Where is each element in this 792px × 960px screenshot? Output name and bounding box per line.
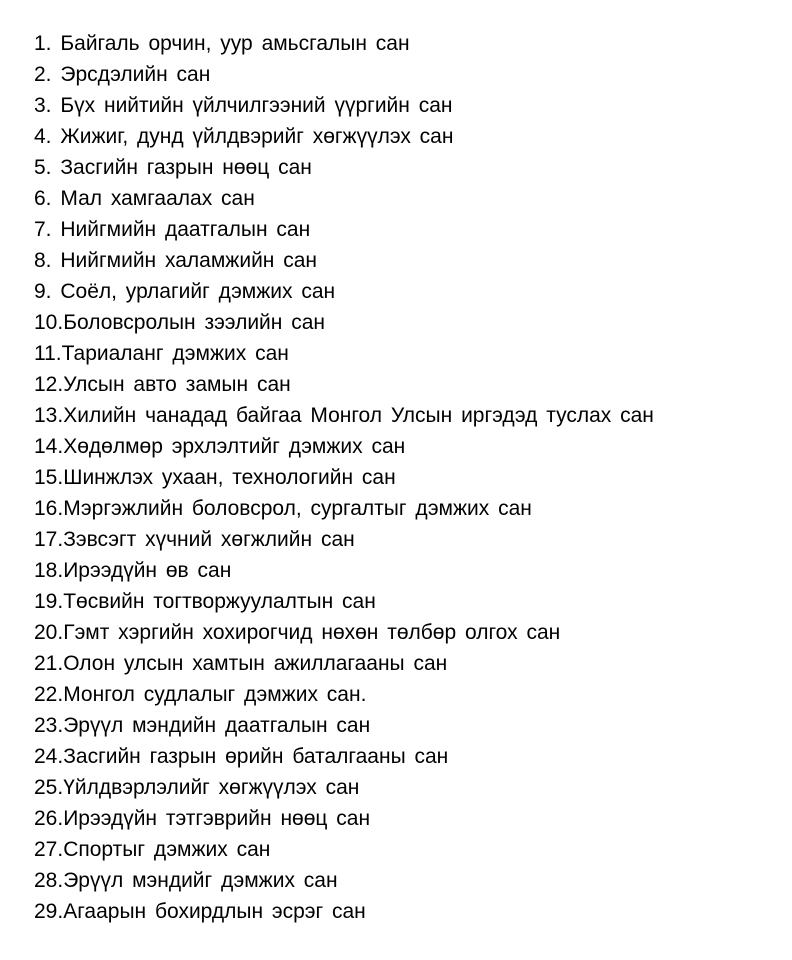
list-item-number: 15. [34,466,64,489]
list-item [34,276,654,307]
list-item-text: Мал хамгаалах сан [60,187,255,210]
list-item-number: 5. [34,156,52,179]
list-item [34,555,654,586]
list-item [34,834,654,865]
list-item-number: 21. [34,652,64,675]
list-item [34,896,654,927]
list-item [34,462,654,493]
list-item-text: Засгийн газрын нөөц сан [60,156,312,179]
list-item-text: Үйлдвэрлэлийг хөгжүүлэх сан [63,776,360,799]
list-item [34,214,654,245]
list-item-text: Жижиг, дунд үйлдвэрийг хөгжүүлэх сан [60,125,454,148]
list-item-number: 20. [34,621,64,644]
list-item [34,431,654,462]
list-item-text: Гэмт хэргийн хохирогчид нөхөн төлбөр олгох сан [63,621,561,644]
list-item [34,679,654,710]
list-item-text: Боловсролын зээлийн сан [63,311,325,334]
list-item-text: Хөдөлмөр эрхлэлтийг дэмжих сан [63,435,406,458]
list-item-number: 25. [34,776,64,799]
list-item-text: Тариаланг дэмжих сан [61,342,289,365]
list-item-number: 28. [34,869,64,892]
list-item-number: 10. [34,311,64,334]
list-item [34,648,654,679]
list-item-number: 4. [34,125,52,148]
list-item-text: Ирээдүйн өв сан [63,559,232,582]
list-item [34,245,654,276]
list-item-number: 29. [34,900,64,923]
list-item [34,90,654,121]
list-item-text: Монгол судлалыг дэмжих сан. [63,683,367,706]
list-item-number: 23. [34,714,64,737]
list-item-text: Спортыг дэмжих сан [63,838,271,861]
list-item-number: 27. [34,838,64,861]
list-item-number: 18. [34,559,64,582]
list-item-number: 13. [34,404,64,427]
list-item [34,369,654,400]
list-item [34,152,654,183]
list-item-number: 7. [34,218,52,241]
list-item [34,617,654,648]
list-item [34,865,654,896]
list-item [34,307,654,338]
list-item-number: 12. [34,373,64,396]
list-item-number: 19. [34,590,64,613]
list-item-text: Эрүүл мэндийг дэмжих сан [63,869,338,892]
fund-list [34,28,654,927]
list-item-number: 8. [34,249,52,272]
list-item-text: Төсвийн тогтворжуулалтын сан [63,590,376,613]
list-item-text: Бүх нийтийн үйлчилгээний үүргийн сан [60,94,453,117]
list-item-text: Соёл, урлагийг дэмжих сан [60,280,336,303]
list-item [34,400,654,431]
list-item-text: Байгаль орчин, уур амьсгалын сан [60,32,410,55]
list-item-text: Улсын авто замын сан [63,373,291,396]
list-item-text: Мэргэжлийн боловсрол, сургалтыг дэмжих сан [63,497,532,520]
list-item [34,121,654,152]
list-item-number: 3. [34,94,52,117]
list-item-text: Эрүүл мэндийн даатгалын сан [63,714,371,737]
list-item-text: Шинжлэх ухаан, технологийн сан [63,466,396,489]
list-item [34,183,654,214]
list-item-number: 6. [34,187,52,210]
list-item-number: 1. [34,32,52,55]
list-item-number: 2. [34,63,52,86]
list-item-number: 22. [34,683,64,706]
list-item-number: 14. [34,435,64,458]
list-item-text: Олон улсын хамтын ажиллагааны сан [63,652,448,675]
list-item-number: 24. [34,745,64,768]
list-item-number: 17. [34,528,64,551]
list-item-text: Ирээдүйн тэтгэврийн нөөц сан [63,807,371,830]
list-item-text: Нийгмийн халамжийн сан [60,249,318,272]
list-item [34,741,654,772]
list-item-number: 16. [34,497,64,520]
list-item-text: Зэвсэгт хүчний хөгжлийн сан [63,528,355,551]
list-item [34,28,654,59]
list-item [34,772,654,803]
list-item-number: 9. [34,280,52,303]
list-item-text: Эрсдэлийн сан [60,63,211,86]
list-item [34,586,654,617]
list-item [34,710,654,741]
list-item-number: 26. [34,807,64,830]
list-item-text: Нийгмийн даатгалын сан [60,218,311,241]
list-item [34,338,654,369]
list-item [34,493,654,524]
list-item [34,803,654,834]
list-item-text: Агаарын бохирдлын эсрэг сан [63,900,366,923]
list-item-text: Засгийн газрын өрийн баталгааны сан [63,745,449,768]
list-item [34,59,654,90]
list-item [34,524,654,555]
list-item-number: 11. [34,342,62,365]
list-item-text: Хилийн чанадад байгаа Монгол Улсын иргэдэд туслах сан [63,404,654,427]
